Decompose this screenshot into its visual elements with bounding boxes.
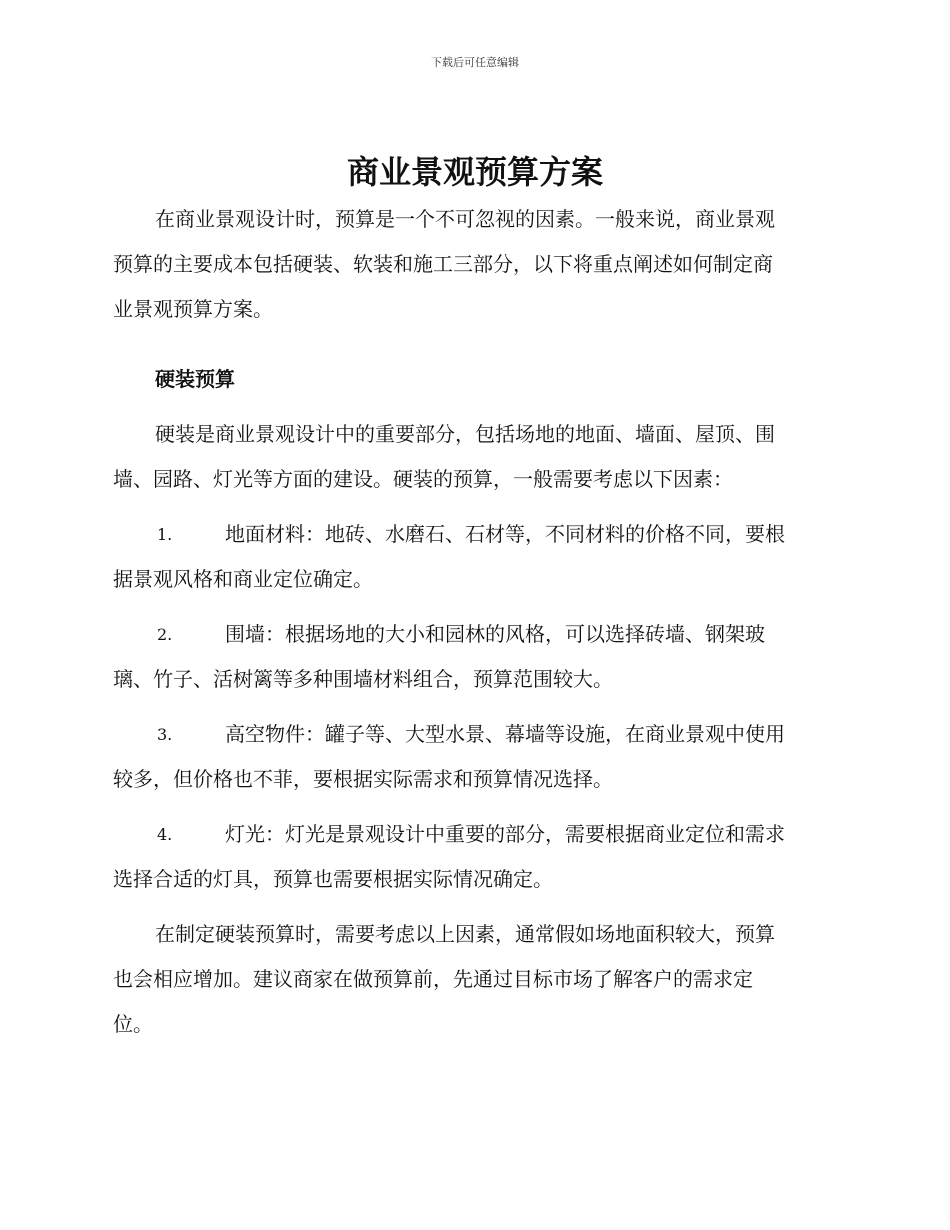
- list-line-2: 璃、竹子、活树篱等多种围墙材料组合，预算范围较大。: [113, 667, 613, 691]
- list-item: [113, 712, 835, 802]
- spacer: [113, 702, 835, 712]
- section-intro-line-1: 硬装是商业景观设计中的重要部分，包括场地的地面、墙面、屋顶、围: [155, 422, 775, 446]
- intro-paragraph: [113, 197, 835, 332]
- list-line-2: 较多，但价格也不菲，要根据实际需求和预算情况选择。: [113, 767, 613, 791]
- list-number: 1.: [157, 525, 173, 544]
- document-title: 商业景观预算方案: [346, 153, 603, 191]
- header-note: 下载后可任意编辑: [431, 56, 519, 69]
- section-heading: 硬装预算: [155, 367, 235, 391]
- conclusion-line-3: 位。: [113, 1012, 153, 1036]
- list-item: [113, 812, 835, 902]
- list-line-1: 围墙：根据场地的大小和园林的风格，可以选择砖墙、钢架玻: [225, 622, 765, 646]
- list-number: 3.: [157, 725, 173, 744]
- spacer: [113, 502, 835, 512]
- intro-line-3: 业景观预算方案。: [113, 297, 273, 321]
- spacer: [113, 602, 835, 612]
- intro-line-2: 预算的主要成本包括硬装、软装和施工三部分，以下将重点阐述如何制定商: [113, 252, 773, 276]
- section-intro-paragraph: [113, 412, 835, 502]
- conclusion-paragraph: [113, 912, 835, 1047]
- list-line-1: 高空物件：罐子等、大型水景、幕墙等设施，在商业景观中使用: [225, 722, 785, 746]
- list-item: [113, 612, 835, 702]
- list-line-2: 选择合适的灯具，预算也需要根据实际情况确定。: [113, 867, 553, 891]
- spacer: [113, 902, 835, 912]
- spacer: [113, 802, 835, 812]
- list-line-1: 地面材料：地砖、水磨石、石材等，不同材料的价格不同，要根: [225, 522, 785, 546]
- section-intro-line-2: 墙、园路、灯光等方面的建设。硬装的预算，一般需要考虑以下因素：: [113, 467, 733, 491]
- document-body: [113, 197, 835, 1047]
- conclusion-line-2: 也会相应增加。建议商家在做预算前，先通过目标市场了解客户的需求定: [113, 967, 753, 991]
- list-number: 2.: [157, 625, 173, 644]
- list-line-1: 灯光：灯光是景观设计中重要的部分，需要根据商业定位和需求: [225, 822, 785, 846]
- intro-line-1: 在商业景观设计时，预算是一个不可忽视的因素。一般来说，商业景观: [155, 207, 775, 231]
- list-number: 4.: [157, 825, 173, 844]
- list-line-2: 据景观风格和商业定位确定。: [113, 567, 373, 591]
- list-item: [113, 512, 835, 602]
- conclusion-line-1: 在制定硬装预算时，需要考虑以上因素，通常假如场地面积较大，预算: [155, 922, 775, 946]
- spacer: [113, 402, 835, 412]
